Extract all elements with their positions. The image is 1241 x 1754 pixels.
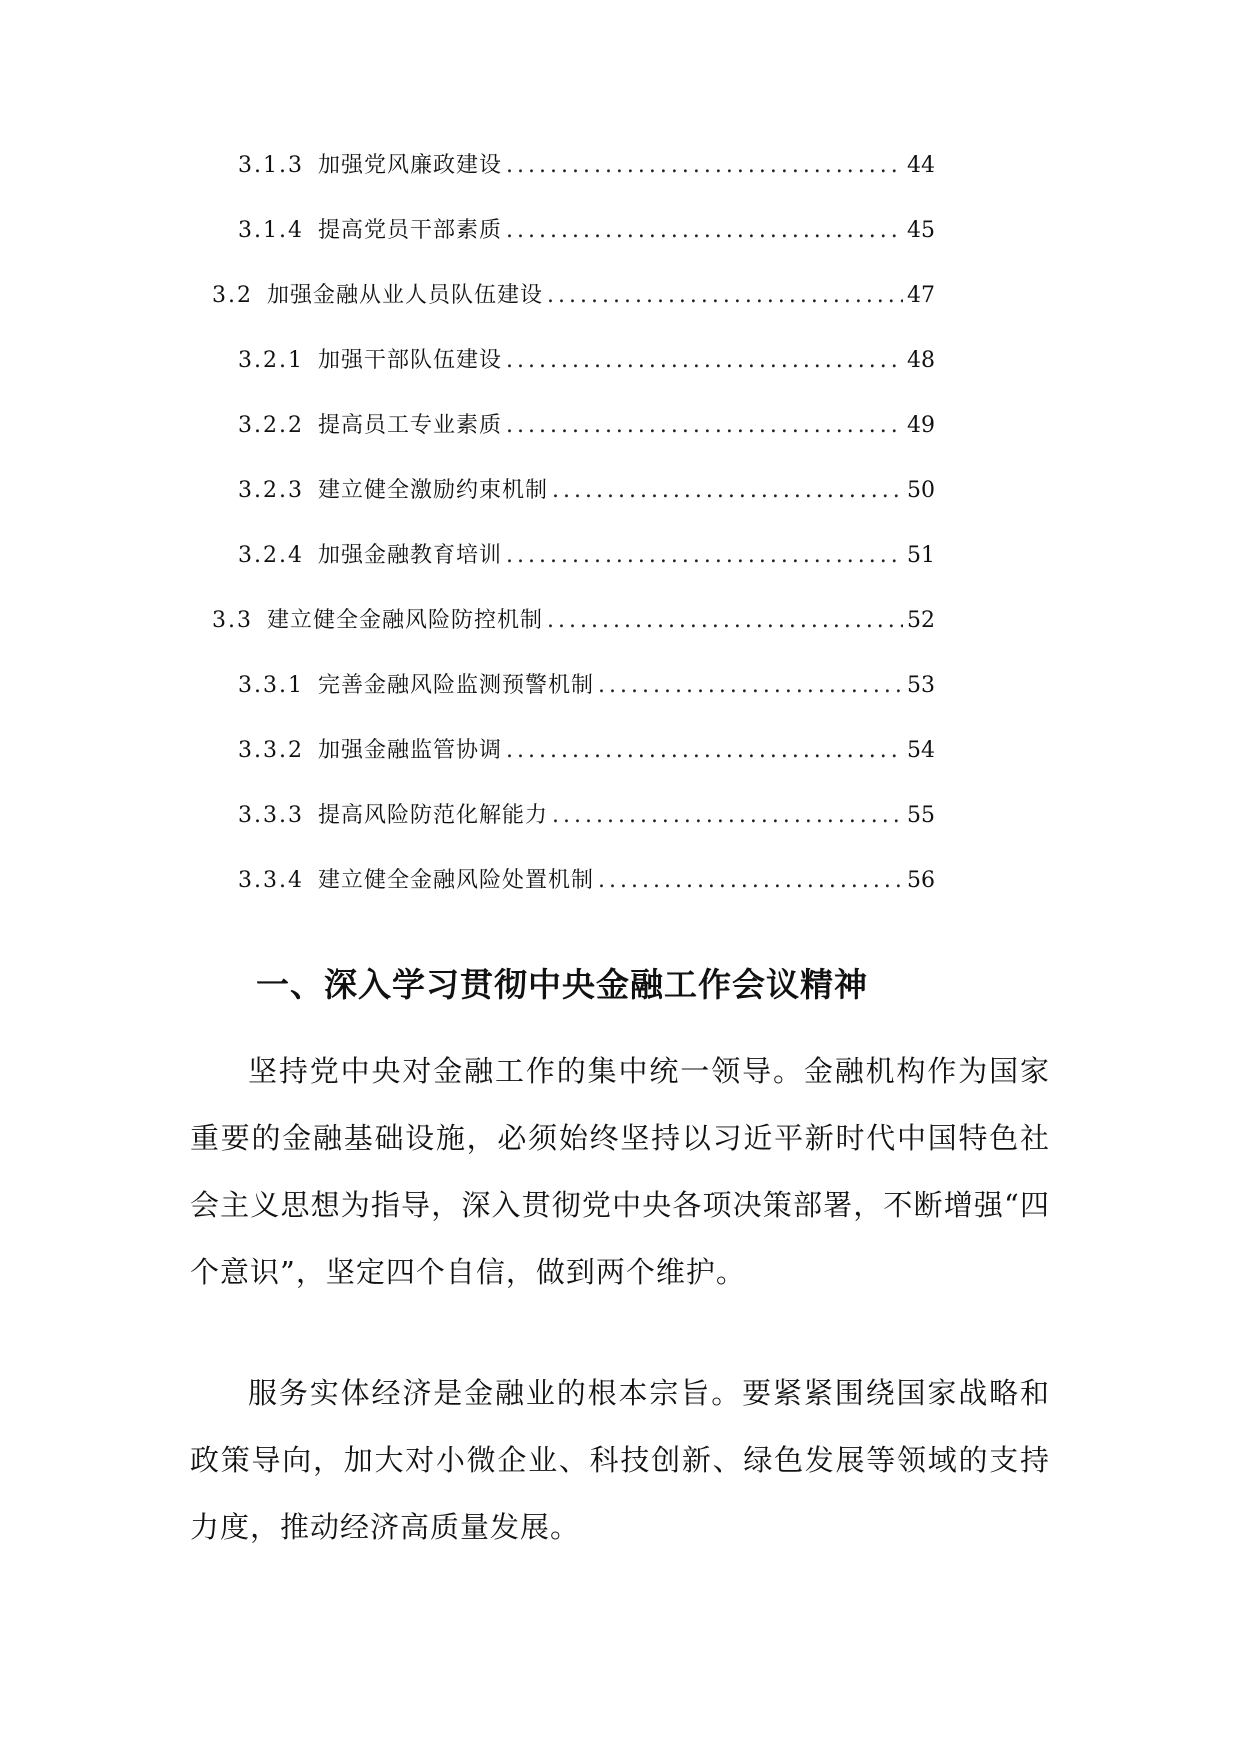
toc-entry-title: 提高员工专业素质 — [317, 413, 502, 438]
toc-entry-number: 3.3.2 — [238, 738, 304, 763]
toc-entry-title: 加强党风廉政建设 — [317, 153, 502, 178]
toc-entry-number: 3.3 — [212, 608, 253, 633]
toc-entry-title: 建立健全激励约束机制 — [317, 478, 548, 503]
toc-dot-leader — [552, 796, 903, 836]
toc-entry-page: 52 — [907, 608, 935, 633]
toc-entry-title: 建立健全金融风险处置机制 — [317, 868, 594, 893]
toc-entry-page: 44 — [907, 153, 935, 178]
toc-entry[interactable] — [238, 341, 935, 381]
toc-entry[interactable] — [238, 211, 935, 251]
toc-entry-page: 47 — [907, 283, 935, 308]
toc-entry-number: 3.3.4 — [238, 868, 304, 893]
toc-entry[interactable] — [238, 406, 935, 446]
body-paragraph: 服务实体经济是金融业的根本宗旨。要紧紧围绕国家战略和政策导向，加大对小微企业、科技创新、绿色发展等领域的支持力度，推动经济高质量发展。 — [190, 1376, 1050, 1544]
toc-entry[interactable] — [238, 731, 935, 771]
toc-dot-leader — [506, 341, 903, 381]
toc-entry-page: 48 — [907, 348, 935, 373]
body-paragraph: 坚持党中央对金融工作的集中统一领导。金融机构作为国家重要的金融基础设施，必须始终坚持以习近平新时代中国特色社会主义思想为指导，深入贯彻党中央各项决策部署，不断增强“四个意识”，坚定四个自信，做到两个维护。 — [190, 1054, 1050, 1289]
toc-entry-page: 53 — [907, 673, 935, 698]
toc-entry-number: 3.2.2 — [238, 413, 304, 438]
toc-entry[interactable] — [238, 861, 935, 901]
toc-entry-page: 55 — [907, 803, 935, 828]
toc-entry-page: 54 — [907, 738, 935, 763]
toc-entry-page: 50 — [907, 478, 935, 503]
toc-dot-leader — [547, 601, 903, 641]
toc-entry-number: 3.1.3 — [238, 153, 304, 178]
toc-entry-title: 加强金融教育培训 — [317, 543, 502, 568]
toc-entry-number: 3.2 — [212, 283, 253, 308]
toc-entry-page: 51 — [907, 543, 935, 568]
toc-entry-number: 3.2.4 — [238, 543, 304, 568]
toc-entry[interactable] — [238, 536, 935, 576]
toc-entry-title: 提高党员干部素质 — [317, 218, 502, 243]
toc-entry-title: 加强金融从业人员队伍建设 — [267, 283, 544, 308]
toc-entry-number: 3.2.3 — [238, 478, 304, 503]
toc-entry-title: 加强金融监管协调 — [317, 738, 502, 763]
toc-dot-leader — [598, 666, 903, 706]
toc-entry-number: 3.1.4 — [238, 218, 304, 243]
toc-entry-page: 56 — [907, 868, 935, 893]
toc-entry-page: 45 — [907, 218, 935, 243]
toc-dot-leader — [547, 276, 903, 316]
toc-dot-leader — [506, 536, 903, 576]
toc-dot-leader — [506, 406, 903, 446]
toc-entry[interactable] — [212, 276, 935, 316]
toc-dot-leader — [506, 731, 903, 771]
section-heading: 一、深入学习贯彻中央金融工作会议精神 — [256, 965, 868, 1004]
toc-entry-number: 3.3.3 — [238, 803, 304, 828]
toc-entry-number: 3.3.1 — [238, 673, 304, 698]
toc-entry[interactable] — [238, 796, 935, 836]
toc-entry-number: 3.2.1 — [238, 348, 304, 373]
toc-entry-title: 完善金融风险监测预警机制 — [317, 673, 594, 698]
toc-entry-page: 49 — [907, 413, 935, 438]
toc-dot-leader — [506, 211, 903, 251]
toc-dot-leader — [598, 861, 903, 901]
toc-entry-title: 提高风险防范化解能力 — [317, 803, 548, 828]
toc-dot-leader — [506, 146, 903, 186]
toc-entry[interactable] — [212, 601, 935, 641]
toc-entry[interactable] — [238, 471, 935, 511]
toc-entry[interactable] — [238, 666, 935, 706]
toc-dot-leader — [552, 471, 903, 511]
toc-entry-title: 建立健全金融风险防控机制 — [267, 608, 544, 633]
toc-entry[interactable] — [238, 146, 935, 186]
toc-entry-title: 加强干部队伍建设 — [317, 348, 502, 373]
